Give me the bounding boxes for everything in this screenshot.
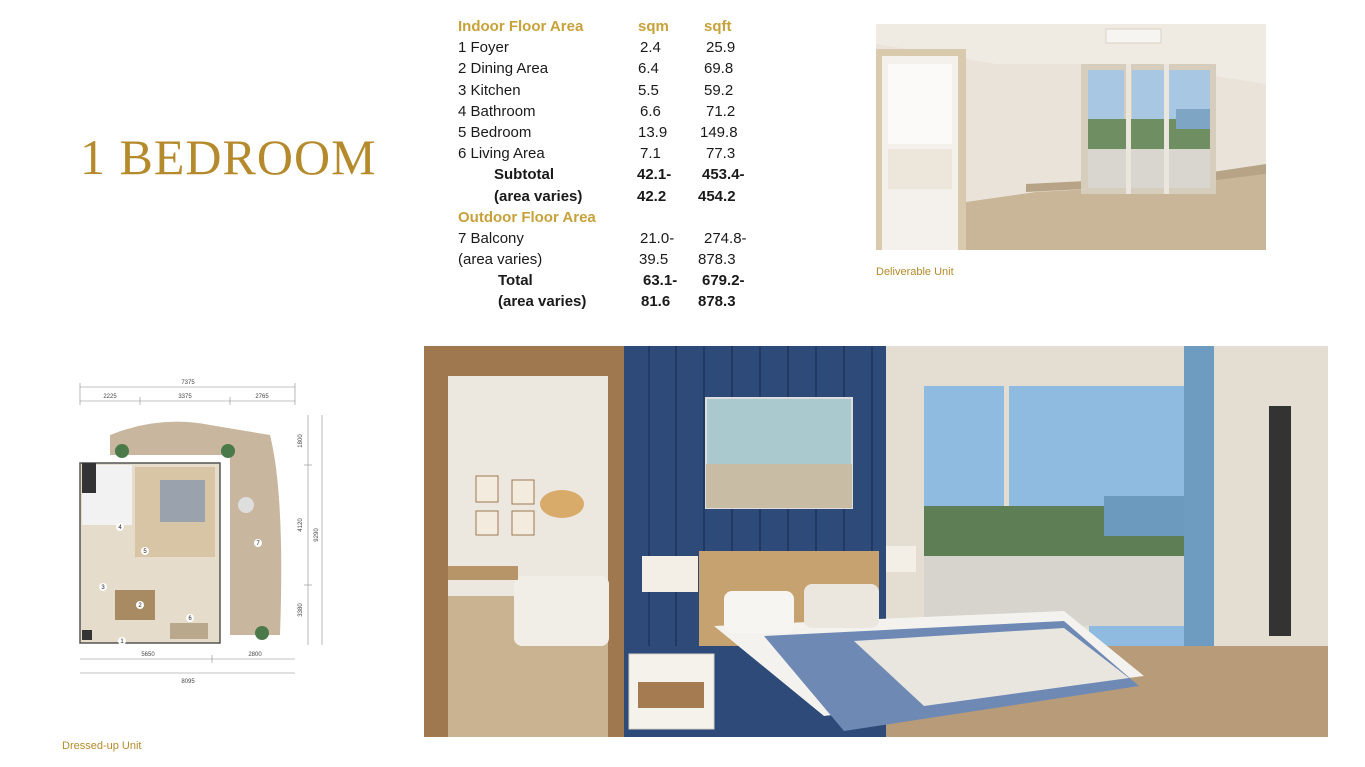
plan-dim-bottom-a: 5650 <box>141 652 155 658</box>
indoor-header: Indoor Floor Area <box>458 18 584 35</box>
plan-room-5: 5 <box>143 549 147 555</box>
table-row <box>458 37 798 58</box>
table-row <box>458 101 798 122</box>
plan-room-4: 4 <box>118 525 122 531</box>
row-sqm: 2.4 <box>640 39 661 57</box>
subtotal-label: Subtotal <box>494 166 554 184</box>
row-sqft: 71.2 <box>706 102 736 120</box>
plan-dim-right-total: 9290 <box>314 528 320 542</box>
balcony-note-row <box>458 249 798 270</box>
plan-dim-top-b: 3375 <box>178 394 192 400</box>
balcony-sqm: 21.0- <box>640 229 675 247</box>
total-note-sqm: 81.6 <box>641 293 671 311</box>
dressed-unit-photo <box>424 346 1328 737</box>
plan-dim-top-a: 2225 <box>103 394 117 400</box>
row-sqm: 5.5 <box>638 81 659 99</box>
balcony-note-sqft: 878.3 <box>698 251 736 269</box>
subtotal-row <box>458 164 798 185</box>
plan-room-2: 2 <box>138 603 142 609</box>
outdoor-header-row <box>458 207 798 228</box>
plan-dim-right-c: 3380 <box>298 603 304 617</box>
row-label: 2 Dining Area <box>458 60 549 78</box>
balcony-label: 7 Balcony <box>458 229 524 247</box>
row-sqm: 7.1 <box>640 145 661 163</box>
table-row <box>458 143 798 164</box>
plan-room-7: 7 <box>256 541 260 547</box>
plan-dim-right-b: 4120 <box>298 518 304 532</box>
floor-plan <box>70 375 340 695</box>
plan-dim-top-c: 2765 <box>255 394 269 400</box>
row-sqft: 69.8 <box>704 60 734 78</box>
row-label: 5 Bedroom <box>458 123 532 141</box>
subtotal-note-row <box>458 186 798 207</box>
total-label: Total <box>498 272 533 290</box>
total-row <box>458 270 798 291</box>
deliverable-caption: Deliverable Unit <box>876 266 954 278</box>
total-note-row <box>458 291 798 312</box>
plan-dim-right-a: 1800 <box>298 434 304 448</box>
indoor-header-row <box>458 16 798 37</box>
total-note-label: (area varies) <box>498 293 587 311</box>
subtotal-sqft: 453.4- <box>702 166 745 184</box>
table-row <box>458 80 798 101</box>
plan-room-1: 1 <box>120 639 124 645</box>
outdoor-header: Outdoor Floor Area <box>458 208 596 226</box>
row-sqft: 77.3 <box>706 145 736 163</box>
page-title: 1 BEDROOM <box>80 129 377 185</box>
balcony-note-label: (area varies) <box>458 251 543 269</box>
plan-dim-bottom-b: 2800 <box>248 652 262 658</box>
plan-dim-top: 7375 <box>181 380 195 386</box>
row-label: 4 Bathroom <box>458 102 536 120</box>
row-sqm: 6.4 <box>638 60 659 78</box>
row-label: 1 Foyer <box>458 39 509 57</box>
row-sqft: 149.8 <box>700 123 738 141</box>
row-label: 6 Living Area <box>458 145 545 163</box>
balcony-sqft: 274.8- <box>704 229 747 247</box>
total-sqft: 679.2- <box>702 272 745 290</box>
row-label: 3 Kitchen <box>458 81 521 99</box>
balcony-row <box>458 228 798 249</box>
deliverable-unit-photo <box>876 24 1266 250</box>
balcony-note-sqm: 39.5 <box>639 251 669 269</box>
area-table <box>458 16 798 313</box>
total-sqm: 63.1- <box>643 272 678 290</box>
table-row <box>458 122 798 143</box>
row-sqft: 25.9 <box>706 39 736 57</box>
subtotal-note-sqft: 454.2 <box>698 187 736 205</box>
subtotal-note-label: (area varies) <box>494 187 583 205</box>
sqm-header: sqm <box>638 18 669 35</box>
total-note-sqft: 878.3 <box>698 293 736 311</box>
dressed-caption: Dressed-up Unit <box>62 740 142 752</box>
sqft-header: sqft <box>704 18 732 35</box>
subtotal-note-sqm: 42.2 <box>637 187 667 205</box>
row-sqm: 13.9 <box>638 123 668 141</box>
subtotal-sqm: 42.1- <box>637 166 672 184</box>
plan-room-3: 3 <box>101 585 105 591</box>
table-row <box>458 58 798 79</box>
row-sqm: 6.6 <box>640 102 661 120</box>
plan-dim-bottom-total: 8095 <box>181 679 195 685</box>
row-sqft: 59.2 <box>704 81 734 99</box>
plan-room-6: 6 <box>188 616 192 622</box>
